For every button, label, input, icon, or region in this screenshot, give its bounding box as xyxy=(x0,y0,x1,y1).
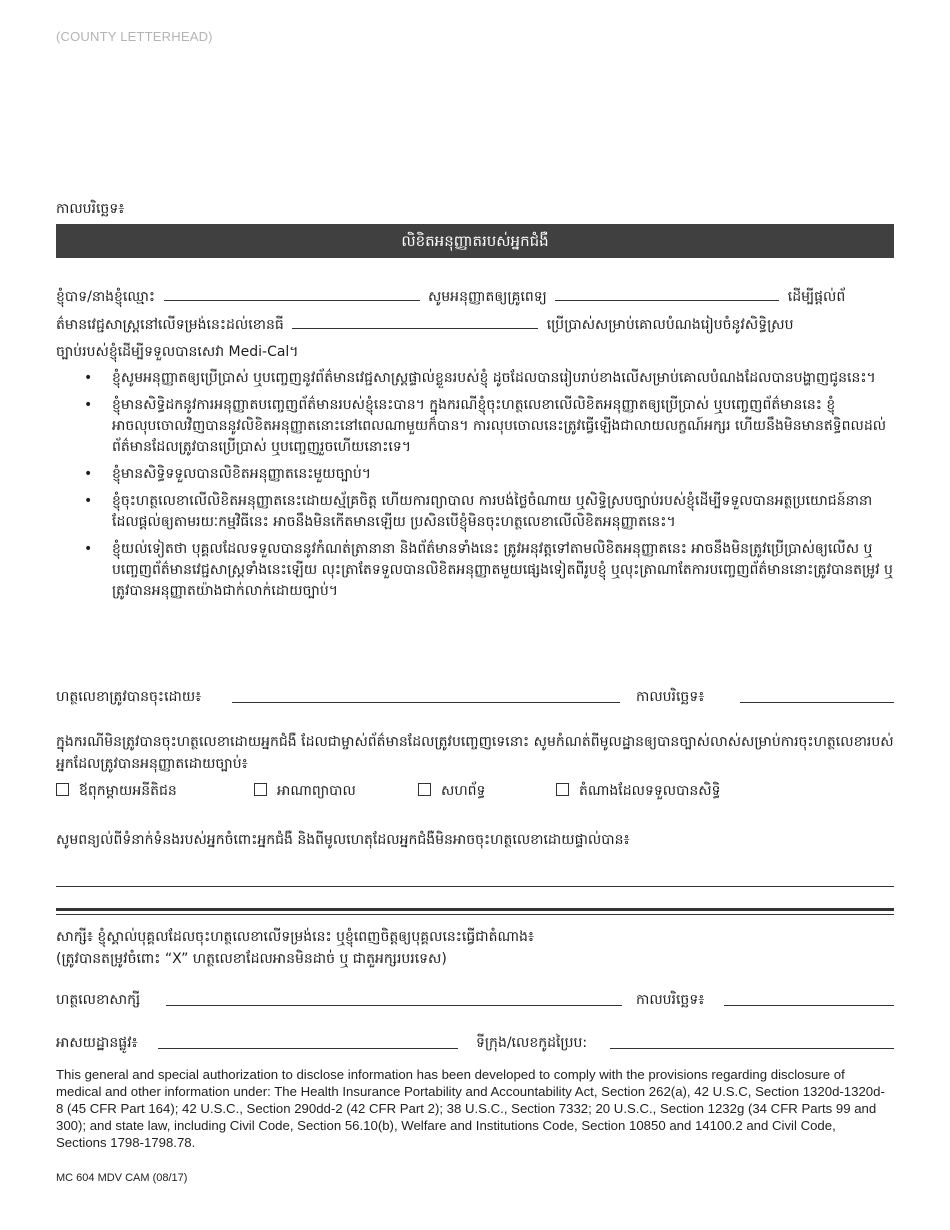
intro-provide-label: ដើម្បីផ្តល់ព័ xyxy=(787,289,846,305)
bullet-icon: • xyxy=(84,493,93,509)
legal-disclaimer: This general and special authorization to disclose information has been developed to comply with the provisions regarding disclosure of medical and other information under: The Health Insurance Portability and Accountability Act, Section 262(a), 42 U.S.C, Section 1320d-1320d-8 (45 CFR Part 164); 42 U.S.C., Section 290dd-2 (42 CFR Part 2); 38 U.S.C., Section 7332; 20 U.S.C., Section 1232g (34 CFR Parts 99 and 300); and state law, including Civil Code, Section 56.10(b), Welfare and Institutions Code, Section 10850 and 14100.2 and Civil Code, Sections 1798-1798.78. xyxy=(56,1067,885,1150)
witness-requirement-note: (ត្រូវបានតម្រូវចំពោះ “X” ហត្ថលេខាដែលអានមិនដាច់ ឬ ជាតួអក្សរបរទេស) xyxy=(56,951,447,967)
list-item xyxy=(56,368,896,389)
date-label: កាលបរិច្ឆេទ៖ xyxy=(56,201,125,217)
term-text: ខ្ញុំយល់ទៀតថា បុគ្គលដែលទទួលបាននូវកំណត់ត្រានានា និងព័ត៌មានទាំងនេះ ត្រូវអនុវត្តទៅតាមលិខិតអនុញ្ញាតនេះ អាចនឹងមិនត្រូវប្រើប្រាស់ឲ្យលើស ឬបញ្ចេញព័ត៌មានវេជ្ជសាស្ត្រទាំងនេះឡើយ លុះត្រាតែទទួលបានលិខិតអនុញ្ញាតមួយផ្សេងទៀតពីរូបខ្ញុំ ឬលុះត្រាណាតែការបញ្ចេញព័ត៌មាននោះត្រូវបានតម្រូវ ឬ ត្រូវបានអនុញ្ញាតយ៉ាងជាក់លាក់ដោយច្បាប់។ xyxy=(112,541,893,599)
checkbox-icon xyxy=(254,783,267,796)
checkbox-authorized-rep[interactable] xyxy=(556,781,721,802)
checkbox-minor-parent[interactable] xyxy=(56,781,177,802)
county-name-field[interactable] xyxy=(292,314,538,329)
city-zip-field[interactable] xyxy=(610,1048,894,1049)
witness-date-field[interactable] xyxy=(724,1005,894,1006)
intro-doctor-label: សូមអនុញ្ញាតឲ្យគ្រូពេទ្យ xyxy=(427,289,547,305)
patient-name-field[interactable] xyxy=(164,286,420,301)
bullet-icon: • xyxy=(84,541,93,557)
checkbox-icon xyxy=(56,783,69,796)
intro-name-label: ខ្ញុំបាទ/នាងខ្ញុំឈ្មោះ xyxy=(56,289,156,305)
intro-use-label: ប្រើប្រាស់សម្រាប់គោលបំណងរៀបចំនូវសិទ្ធិស្រប xyxy=(546,317,794,333)
bullet-icon: • xyxy=(84,466,93,482)
checkbox-icon xyxy=(556,783,569,796)
explain-field[interactable] xyxy=(56,886,894,887)
checkbox-label: តំណាងដែលទទួលបានសិទ្ធិ xyxy=(579,783,721,799)
checkbox-spouse[interactable] xyxy=(418,781,485,802)
county-letterhead: (COUNTY LETTERHEAD) xyxy=(56,29,213,44)
list-item xyxy=(56,395,896,458)
intro-line-2 xyxy=(56,314,793,336)
form-number: MC 604 MDV CAM (08/17) xyxy=(56,1172,188,1184)
section-divider xyxy=(56,908,894,911)
intro-county-label: ត៌មានវេជ្ជសាស្ត្រនៅលើទម្រង់នេះដល់ខោនធី xyxy=(56,317,284,333)
alt-signer-text: ក្នុងករណីមិនត្រូវបានចុះហត្ថលេខាដោយអ្នកជំងឺ ដែលជាម្ចាស់ព័ត៌មានដែលត្រូវបញ្ចេញទេនោះ សូមកំណត់ពីមូលដ្ឋានឲ្យបានច្បាស់លាស់សម្រាប់ការចុះហត្ថលេខារបស់អ្នកដែលត្រូវបានអនុញ្ញាតដោយច្បាប់៖ xyxy=(56,734,894,772)
signed-date-label: កាលបរិច្ឆេទ៖ xyxy=(636,689,705,705)
signed-date-field[interactable] xyxy=(740,702,894,703)
intro-line-3: ច្បាប់របស់ខ្ញុំដើម្បីទទួលបានសេវា Medi-Cal។ xyxy=(56,344,299,360)
street-address-field[interactable] xyxy=(158,1048,458,1049)
section-divider-thin xyxy=(56,914,894,915)
terms-list xyxy=(56,368,896,608)
list-item xyxy=(56,539,896,602)
term-text: ខ្ញុំមានសិទ្ធិទទួលបានលិខិតអនុញ្ញាតនេះមួយច្បាប់។ xyxy=(112,466,372,482)
witness-statement: សាក្សី៖ ខ្ញុំស្គាល់បុគ្គលដែលចុះហត្ថលេខាលើទម្រង់នេះ ឬខ្ញុំពេញចិត្តឲ្យបុគ្គលនេះធ្វើជាតំណាង៖ xyxy=(56,929,535,945)
intro-line-1 xyxy=(56,286,845,308)
bullet-icon: • xyxy=(84,370,93,386)
checkbox-guardian[interactable] xyxy=(254,781,356,802)
city-zip-label: ទីក្រុង/លេខកូដប្រៃប: xyxy=(476,1035,588,1051)
term-text: ខ្ញុំចុះហត្ថលេខាលើលិខិតអនុញ្ញាតនេះដោយស្ម័គ្រចិត្ត ហើយការព្យាបាល ការបង់ថ្លៃចំណាយ ឬសិទ្ធិស្របច្បាប់របស់ខ្ញុំដើម្បីទទួលបានអត្ថប្រយោជន៍នានាដែលផ្តល់ឲ្យតាមរយៈកម្មវិធីនេះ អាចនឹងមិនកើតមានឡើយ ប្រសិនបើខ្ញុំមិនចុះហត្ថលេខាលើលិខិតអនុញ្ញាតនេះ។ xyxy=(112,493,873,530)
explain-text: សូមពន្យល់ពីទំនាក់ទំនងរបស់អ្នកចំពោះអ្នកជំងឺ និងពីមូលហេតុដែលអ្នកជំងឺមិនអាចចុះហត្ថលេខាដោយផ្ទាល់បាន៖ xyxy=(56,832,630,848)
term-text: ខ្ញុំមានសិទ្ធិដកនូវការអនុញ្ញាតបញ្ចេញព័ត៌មានរបស់ខ្ញុំនេះបាន។ ក្នុងករណីខ្ញុំចុះហត្ថលេខាលើលិខិតអនុញ្ញាតឲ្យប្រើប្រាស់ ឬបញ្ចេញព័ត៌មាននេះ ខ្ញុំអាចលុបចោលវិញបាននូវលិខិតអនុញ្ញាតនោះនៅពេលណាមួយក៏បាន។ ការលុបចោលនេះត្រូវធ្វើឡើងជាលាយលក្ខណ៍អក្សរ ហើយនឹងមិនមានឥទ្ធិពលដល់ព័ត៌មានដែលត្រូវបានប្រើប្រាស់ ឬបញ្ចេញរួចហើយនោះទេ។ xyxy=(112,397,887,455)
term-text: ខ្ញុំសូមអនុញ្ញាតឲ្យប្រើប្រាស់ ឬបញ្ចេញនូវព័ត៌មានវេជ្ជសាស្ត្រផ្ទាល់ខ្លួនរបស់ខ្ញុំ ដូចដែលបានរៀបរាប់ខាងលើសម្រាប់គោលបំណងដែលបានបង្ហាញជូននេះ។ xyxy=(112,370,876,386)
street-address-label: អាសយដ្ឋានផ្លូវ៖ xyxy=(56,1035,138,1051)
checkbox-label: ឪពុកម្តាយអនីតិជន xyxy=(79,783,177,799)
doctor-name-field[interactable] xyxy=(555,286,779,301)
bullet-icon: • xyxy=(84,397,93,413)
signed-by-label: ហត្ថលេខាត្រូវបានចុះដោយ៖ xyxy=(56,689,202,705)
checkbox-icon xyxy=(418,783,431,796)
list-item xyxy=(56,491,896,533)
signed-by-field[interactable] xyxy=(232,702,620,703)
checkbox-label: សហព័ទ្ធ xyxy=(441,783,486,799)
checkbox-label: អាណាព្យាបាល xyxy=(277,783,356,799)
witness-signature-label: ហត្ថលេខាសាក្សី xyxy=(56,992,141,1008)
form-title-banner: លិខិតអនុញ្ញាតរបស់អ្នកជំងឺ xyxy=(56,224,894,258)
list-item xyxy=(56,464,896,485)
witness-date-label: កាលបរិច្ឆេទ៖ xyxy=(636,992,705,1008)
witness-signature-field[interactable] xyxy=(166,1005,622,1006)
